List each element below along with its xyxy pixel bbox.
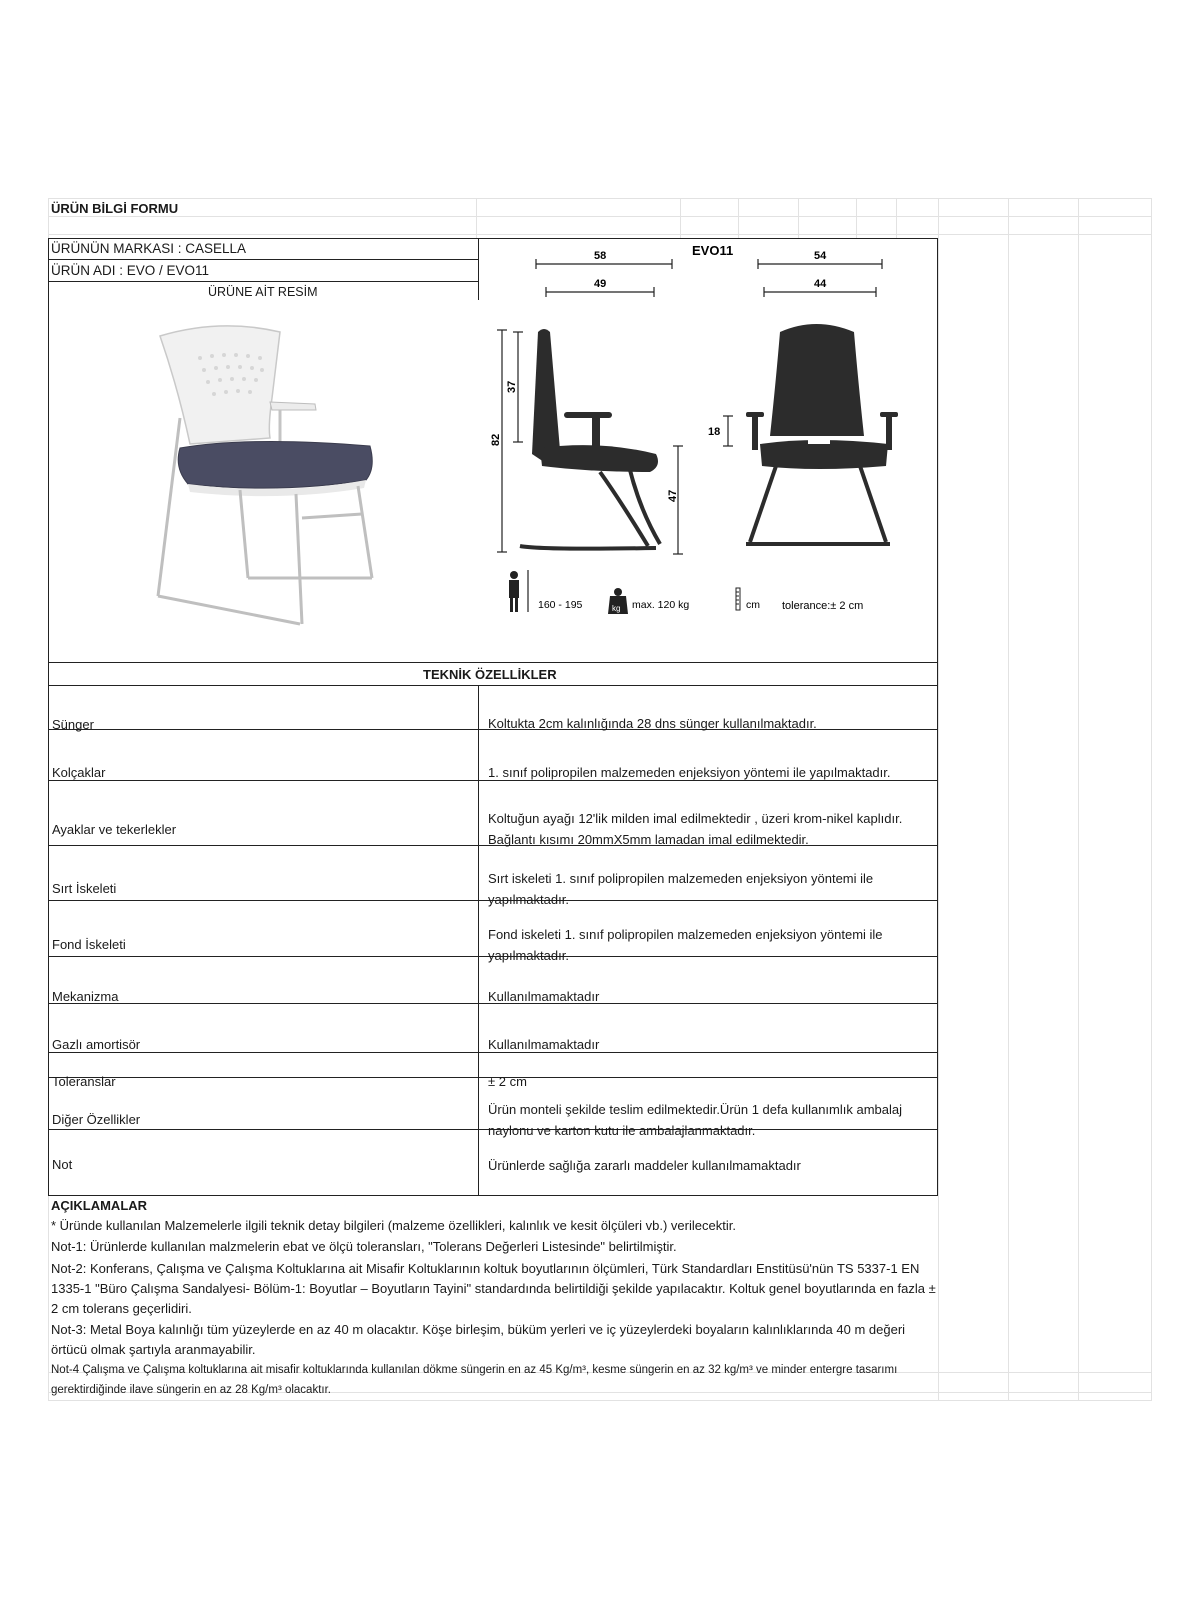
spec-label-sunger: Sünger: [52, 717, 94, 732]
dim-front-width: 54: [814, 250, 827, 262]
spec-value-sunger: Koltukta 2cm kalınlığında 28 dns sünger kullanılmaktadır.: [488, 716, 817, 731]
spec-label-kolcaklar: Kolçaklar: [52, 765, 106, 780]
dim-side-seat-width: 49: [594, 278, 607, 290]
technical-drawing: [480, 240, 936, 660]
spec-value-diger: Ürün monteli şekilde teslim edilmektedir.Ürün 1 defa kullanımlık ambalaj naylonu ve karton kutu ile ambalajlanmaktadır.: [488, 1102, 903, 1138]
spec-value-kolcaklar: 1. sınıf polipropilen malzemeden enjeksiyon yöntemi ile yapılmaktadır.: [488, 765, 891, 780]
image-caption: ÜRÜNE AİT RESİM: [208, 285, 318, 299]
note-4: Not-4 Çalışma ve Çalışma koltuklarına ait misafir koltuklarında kullanılan dökme süngerin en az 45 Kg/m³, kesme süngerin en az 32 kg/m³ ve minder entergre tasarımı gerektirdiğinde ilave süngerin en az 28 Kg/m³ olacaktır.: [51, 1364, 898, 1396]
spec-label-ayaklar: Ayaklar ve tekerlekler: [52, 822, 177, 837]
spec-value-mekanizma: Kullanılmamaktadır: [488, 989, 600, 1004]
spec-label-diger: Diğer Özellikler: [52, 1112, 141, 1127]
spec-value-gazli-amortisor: Kullanılmamaktadır: [488, 1037, 600, 1052]
form-title: ÜRÜN BİLGİ FORMU: [51, 201, 179, 216]
notes-title: AÇIKLAMALAR: [51, 1198, 148, 1213]
tolerance-label: tolerance:± 2 cm: [782, 600, 864, 612]
dim-front-seat-width: 44: [814, 278, 827, 290]
spec-label-gazli-amortisor: Gazlı amortisör: [52, 1037, 141, 1052]
product-name-field: ÜRÜN ADI : EVO / EVO11: [51, 263, 210, 278]
note-2: Not-2: Konferans, Çalışma ve Çalışma Koltuklarına ait Misafir Koltuklarının koltuk boyutlarının ölçümleri, Türk Standardları Enstitüsü'nün TS 5337-1 EN 1335-1 "Büro Çalışma Sandalyesi- Bölüm-1: Boyutlar – Boyutların Tayini" standardında belirtildiği şekilde yapılacaktır. Koltuk genel boyutlarında en fazla ± 2 cm tolerans geçerlidiri.: [51, 1261, 936, 1316]
user-height: 160 - 195: [538, 599, 583, 611]
dim-back-height: 37: [506, 380, 518, 393]
spec-label-not: Not: [52, 1157, 73, 1172]
spec-value-not: Ürünlerde sağlığa zararlı maddeler kullanılmamaktadır: [488, 1158, 801, 1173]
model-code: EVO11: [692, 243, 734, 258]
note-3: Not-3: Metal Boya kalınlığı tüm yüzeylerde en az 40 m olacaktır. Köşe birleşim, büküm yerleri ve iç yüzeylerdeki boyaların kalınlıklarında 40 m değeri örtücü olmak şartıyla aranmayabilir.: [51, 1322, 906, 1357]
dim-seat-height: 47: [667, 489, 679, 502]
spec-value-toleranslar: ± 2 cm: [488, 1074, 527, 1089]
product-photo: [130, 318, 400, 638]
spec-label-sirt-iskeleti: Sırt İskeleti: [52, 881, 117, 896]
spec-label-mekanizma: Mekanizma: [52, 989, 119, 1004]
spec-value-ayaklar: Koltuğun ayağı 12'lik milden imal edilmektedir , üzeri krom-nikel kaplıdır. Bağlantı kısımı 20mmX5mm lamadan imal edilmektedir.: [488, 811, 903, 847]
max-weight: max. 120 kg: [632, 599, 690, 611]
note-general: * Üründe kullanılan Malzemelerle ilgili teknik detay bilgileri (malzeme özellikleri, kalınlık ve kesit ölçüleri vb.) verilecektir.: [51, 1218, 736, 1233]
spec-label-fond-iskeleti: Fond İskeleti: [52, 937, 126, 952]
spec-value-sirt-iskeleti: Sırt iskeleti 1. sınıf polipropilen malzemeden enjeksiyon yöntemi ile yapılmaktadır.: [488, 871, 874, 907]
note-1: Not-1: Ürünlerde kullanılan malzmelerin ebat ve ölçü toleransları, "Tolerans Değerleri Listesinde" belirtilmiştir.: [51, 1239, 677, 1254]
dim-arm-height: 18: [708, 426, 721, 438]
spec-label-toleranslar: Toleranslar: [52, 1074, 116, 1089]
dim-side-width: 58: [594, 250, 607, 262]
brand-field: ÜRÜNÜN MARKASI : CASELLA: [51, 241, 247, 256]
dim-total-height: 82: [490, 433, 502, 446]
spec-value-fond-iskeleti: Fond iskeleti 1. sınıf polipropilen malzemeden enjeksiyon yöntemi ile yapılmaktadır.: [488, 927, 883, 963]
unit-label: cm: [746, 599, 760, 611]
kg-badge: kg: [612, 604, 621, 613]
specs-title: TEKNİK ÖZELLİKLER: [423, 667, 557, 682]
